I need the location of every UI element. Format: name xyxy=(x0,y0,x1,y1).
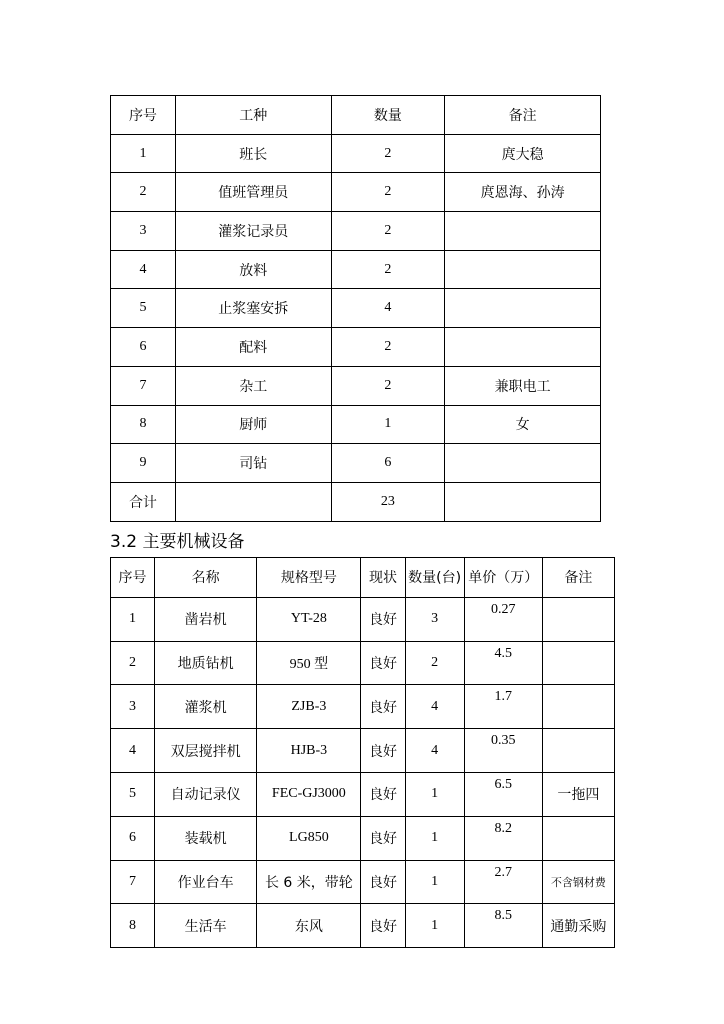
table-row xyxy=(111,212,601,251)
row-no: 8 xyxy=(111,904,155,948)
section-title: 3.2 主要机械设备 xyxy=(110,532,245,552)
row-no: 6 xyxy=(111,816,155,860)
row-no: 7 xyxy=(111,860,155,904)
row-type: 配料 xyxy=(175,328,331,367)
row-no: 3 xyxy=(111,685,155,729)
table-row xyxy=(111,405,601,444)
row-note: 女 xyxy=(445,405,601,444)
header-name: 名称 xyxy=(155,558,257,598)
row-status: 良好 xyxy=(361,860,405,904)
row-name: 地质钻机 xyxy=(155,641,257,685)
row-model: HJB-3 xyxy=(257,729,361,773)
row-type: 司钻 xyxy=(175,444,331,483)
row-note xyxy=(445,250,601,289)
row-note: 不含钢材费 xyxy=(542,860,614,904)
header-note: 备注 xyxy=(445,96,601,135)
header-type: 工种 xyxy=(175,96,331,135)
row-model: YT-28 xyxy=(257,597,361,641)
row-qty: 3 xyxy=(405,597,464,641)
row-no: 6 xyxy=(111,328,176,367)
row-name: 双层搅拌机 xyxy=(155,729,257,773)
row-status: 良好 xyxy=(361,729,405,773)
table-row xyxy=(111,772,615,816)
row-status: 良好 xyxy=(361,641,405,685)
row-no: 3 xyxy=(111,212,176,251)
table-row xyxy=(111,816,615,860)
header-status: 现状 xyxy=(361,558,405,598)
table-row xyxy=(111,641,615,685)
row-name: 凿岩机 xyxy=(155,597,257,641)
row-note xyxy=(542,597,614,641)
row-price: 4.5 xyxy=(464,641,542,685)
row-status: 良好 xyxy=(361,904,405,948)
header-no: 序号 xyxy=(111,96,176,135)
row-note: 庹恩海、孙涛 xyxy=(445,173,601,212)
table-row xyxy=(111,250,601,289)
table-row xyxy=(111,366,601,405)
row-qty: 2 xyxy=(331,366,445,405)
row-price: 6.5 xyxy=(464,772,542,816)
row-note: 一拖四 xyxy=(542,772,614,816)
table-row xyxy=(111,444,601,483)
row-type: 厨师 xyxy=(175,405,331,444)
table-row xyxy=(111,860,615,904)
row-model: FEC-GJ3000 xyxy=(257,772,361,816)
row-note xyxy=(542,641,614,685)
row-note: 庹大稳 xyxy=(445,134,601,173)
header-model: 规格型号 xyxy=(257,558,361,598)
row-note xyxy=(542,729,614,773)
row-type: 值班管理员 xyxy=(175,173,331,212)
row-note xyxy=(542,685,614,729)
row-no: 2 xyxy=(111,641,155,685)
row-model: 长 6 米，带轮 xyxy=(257,860,361,904)
row-status: 良好 xyxy=(361,816,405,860)
table-row xyxy=(111,134,601,173)
table-row xyxy=(111,904,615,948)
table-row xyxy=(111,685,615,729)
row-name: 自动记录仪 xyxy=(155,772,257,816)
equipment-header-row xyxy=(111,558,615,598)
row-price: 2.7 xyxy=(464,860,542,904)
row-no: 5 xyxy=(111,772,155,816)
row-no: 4 xyxy=(111,729,155,773)
total-label: 合计 xyxy=(111,482,176,521)
row-qty: 2 xyxy=(331,328,445,367)
row-qty: 4 xyxy=(405,729,464,773)
total-empty-cell xyxy=(175,482,331,521)
header-price: 单价（万） xyxy=(464,558,542,598)
table-row xyxy=(111,597,615,641)
row-qty: 1 xyxy=(331,405,445,444)
row-name: 装载机 xyxy=(155,816,257,860)
row-qty: 1 xyxy=(405,772,464,816)
row-model: LG850 xyxy=(257,816,361,860)
header-qty: 数量 xyxy=(331,96,445,135)
row-type: 放料 xyxy=(175,250,331,289)
row-note xyxy=(445,444,601,483)
header-note: 备注 xyxy=(542,558,614,598)
row-no: 4 xyxy=(111,250,176,289)
table-row xyxy=(111,289,601,328)
row-type: 灌浆记录员 xyxy=(175,212,331,251)
row-note xyxy=(542,816,614,860)
row-qty: 6 xyxy=(331,444,445,483)
row-price: 0.35 xyxy=(464,729,542,773)
row-qty: 1 xyxy=(405,904,464,948)
row-no: 9 xyxy=(111,444,176,483)
staff-table xyxy=(110,95,601,522)
equipment-table xyxy=(110,557,615,948)
row-qty: 4 xyxy=(331,289,445,328)
row-qty: 2 xyxy=(405,641,464,685)
row-qty: 1 xyxy=(405,860,464,904)
row-price: 8.2 xyxy=(464,816,542,860)
row-name: 作业台车 xyxy=(155,860,257,904)
row-type: 班长 xyxy=(175,134,331,173)
table-row xyxy=(111,173,601,212)
row-type: 杂工 xyxy=(175,366,331,405)
row-no: 1 xyxy=(111,597,155,641)
row-note xyxy=(445,212,601,251)
row-name: 生活车 xyxy=(155,904,257,948)
row-qty: 1 xyxy=(405,816,464,860)
row-name: 灌浆机 xyxy=(155,685,257,729)
total-note-cell xyxy=(445,482,601,521)
row-no: 1 xyxy=(111,134,176,173)
row-no: 2 xyxy=(111,173,176,212)
row-type: 止浆塞安拆 xyxy=(175,289,331,328)
row-no: 5 xyxy=(111,289,176,328)
total-row xyxy=(111,482,601,521)
row-model: 东风 xyxy=(257,904,361,948)
row-qty: 2 xyxy=(331,212,445,251)
row-note xyxy=(445,328,601,367)
row-price: 0.27 xyxy=(464,597,542,641)
row-qty: 4 xyxy=(405,685,464,729)
table-row xyxy=(111,328,601,367)
row-qty: 2 xyxy=(331,173,445,212)
row-status: 良好 xyxy=(361,597,405,641)
row-price: 8.5 xyxy=(464,904,542,948)
table-row xyxy=(111,729,615,773)
row-qty: 2 xyxy=(331,250,445,289)
row-status: 良好 xyxy=(361,685,405,729)
row-qty: 2 xyxy=(331,134,445,173)
header-qty: 数量(台) xyxy=(405,558,464,598)
row-price: 1.7 xyxy=(464,685,542,729)
header-no: 序号 xyxy=(111,558,155,598)
row-note: 兼职电工 xyxy=(445,366,601,405)
row-model: 950 型 xyxy=(257,641,361,685)
row-no: 8 xyxy=(111,405,176,444)
row-model: ZJB-3 xyxy=(257,685,361,729)
total-qty: 23 xyxy=(331,482,445,521)
row-no: 7 xyxy=(111,366,176,405)
row-status: 良好 xyxy=(361,772,405,816)
staff-header-row xyxy=(111,96,601,135)
row-note xyxy=(445,289,601,328)
row-note: 通勤采购 xyxy=(542,904,614,948)
